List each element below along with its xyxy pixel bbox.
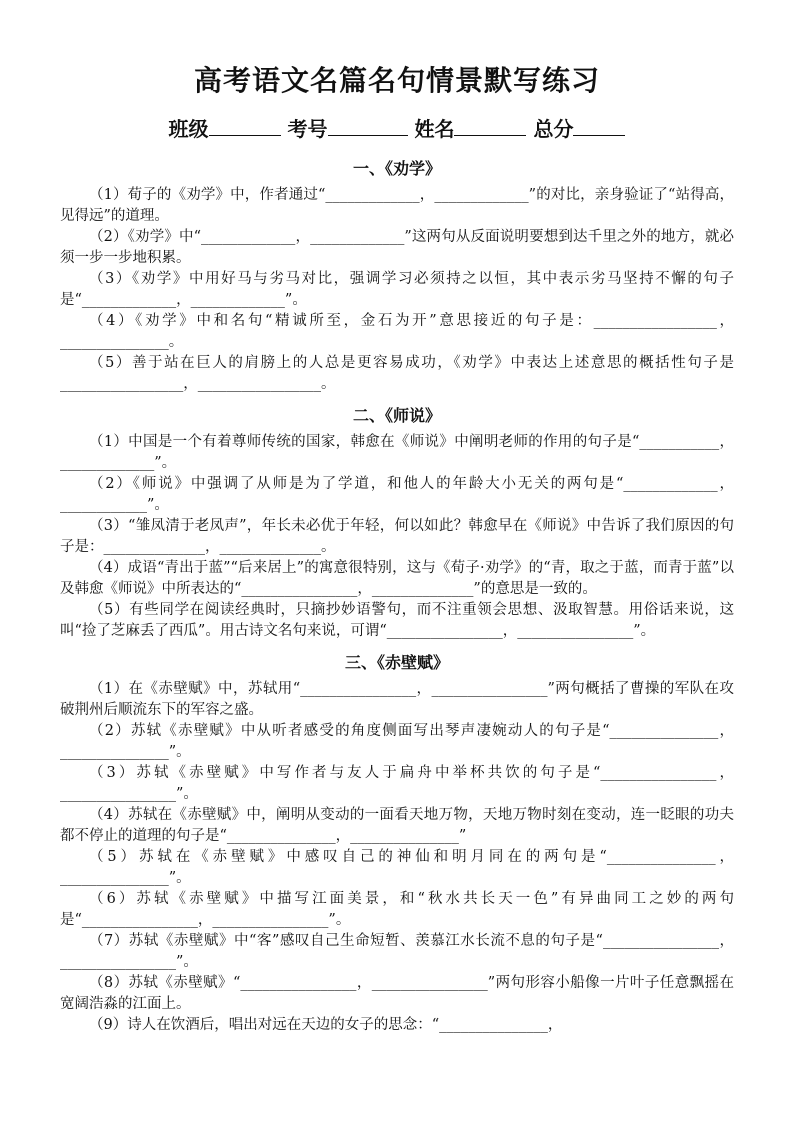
question-item: （2）《师说》中强调了从师是为了学道，和他人的年龄大小无关的两句是“_____________，____________”。 [60, 476, 734, 513]
question-item: （7）苏轼《赤壁赋》中“客”感叹自己生命短暂、羡慕江水长流不息的句子是“________________，________________”。 [60, 933, 734, 970]
section-shishuo [60, 403, 734, 642]
name-blank[interactable] [454, 117, 526, 136]
question-item: （4）苏轼在《赤壁赋》中，阐明从变动的一面看天地万物，天地万物时刻在变动，连一眨眼的功夫都不停止的道理的句子是“_______________，_______________” [60, 807, 734, 844]
question-item: （3）“雏凤清于老凤声”，年长未必优于年轻，何以如此？韩愈早在《师说》中告诉了我们原因的句子是：______________，______________。 [60, 518, 734, 555]
question-item: （5）善于站在巨人的肩膀上的人总是更容易成功，《劝学》中表达上述意思的概括性句子是_________________，_________________。 [60, 355, 734, 392]
question-item: （1）中国是一个有着尊师传统的国家，韩愈在《师说》中阐明老师的作用的句子是“___________，_____________”。 [60, 434, 734, 471]
question-item: （9）诗人在饮酒后，唱出对远在天边的女子的思念：“_______________， [89, 1017, 563, 1033]
question-item: （1）荀子的《劝学》中，作者通过“_____________，_____________”的对比，亲身验证了“站得高，见得远”的道理。 [60, 187, 734, 224]
class-label: 班级 [168, 117, 209, 141]
exam-number-label: 考号 [287, 117, 328, 141]
question-item: （1）在《赤壁赋》中，苏轼用“________________，________________”两句概括了曹操的军队在攻破荆州后顺流东下的军容之盛。 [60, 681, 734, 718]
question-item: （6）苏轼《赤壁赋》中描写江面美景，和“秋水共长天一色”有异曲同工之妙的两句是“________________，________________”。 [60, 891, 734, 928]
question-item: （8）苏轼《赤壁赋》“________________，________________”两句形容小船像一片叶子任意飘摇在宽阔浩淼的江面上。 [60, 975, 734, 1012]
total-score-label: 总分 [533, 117, 574, 141]
section-title: 一、《劝学》 [352, 159, 441, 178]
exam-number-blank[interactable] [328, 117, 408, 136]
name-label: 姓名 [414, 117, 455, 141]
question-item: （5）有些同学在阅读经典时，只摘抄妙语警句，而不注重领会思想、汲取智慧。用俗话来说，这叫“捡了芝麻丢了西瓜”。用古诗文名句来说，可谓“________________，________________”。 [60, 602, 734, 639]
question-item: （2）苏轼《赤壁赋》中从听者感受的角度侧面写出琴声凄婉动人的句子是“_______________，_______________”。 [60, 723, 734, 760]
total-score-blank[interactable] [573, 117, 625, 136]
student-info-line [60, 113, 734, 142]
question-item: （4）成语“青出于蓝”“后来居上”的寓意很特别，这与《荀子·劝学》的“青，取之于蓝，而青于蓝”以及韩愈《师说》中所表达的“________________，______________”的意思是一致的。 [60, 560, 734, 597]
class-blank[interactable] [209, 117, 281, 136]
section-quanxue [60, 156, 734, 395]
question-item: （3）《劝学》中用好马与劣马对比，强调学习必须持之以恒，其中表示劣马坚持不懈的句子是“_____________，_____________”。 [60, 271, 734, 308]
question-item: （2）《劝学》中“_____________，_____________”这两句从反面说明要想到达千里之外的地方，就必须一步一步地积累。 [60, 229, 734, 266]
section-chibifu [60, 650, 734, 1036]
question-item: （3）苏轼《赤壁赋》中写作者与友人于扁舟中举杯共饮的句子是“________________，________________”。 [60, 765, 734, 802]
section-title: 三、《赤壁赋》 [344, 653, 449, 672]
worksheet-page [60, 55, 734, 1036]
section-title: 二、《师说》 [352, 406, 441, 425]
question-item: （5）苏轼在《赤壁赋》中感叹自己的神仙和明月同在的两句是“_______________，_______________”。 [60, 849, 734, 886]
page-title: 高考语文名篇名句情景默写练习 [193, 64, 600, 97]
question-item: （4）《劝学》中和名句“精诚所至，金石为开”意思接近的句子是：_________________，_______________。 [60, 313, 734, 350]
